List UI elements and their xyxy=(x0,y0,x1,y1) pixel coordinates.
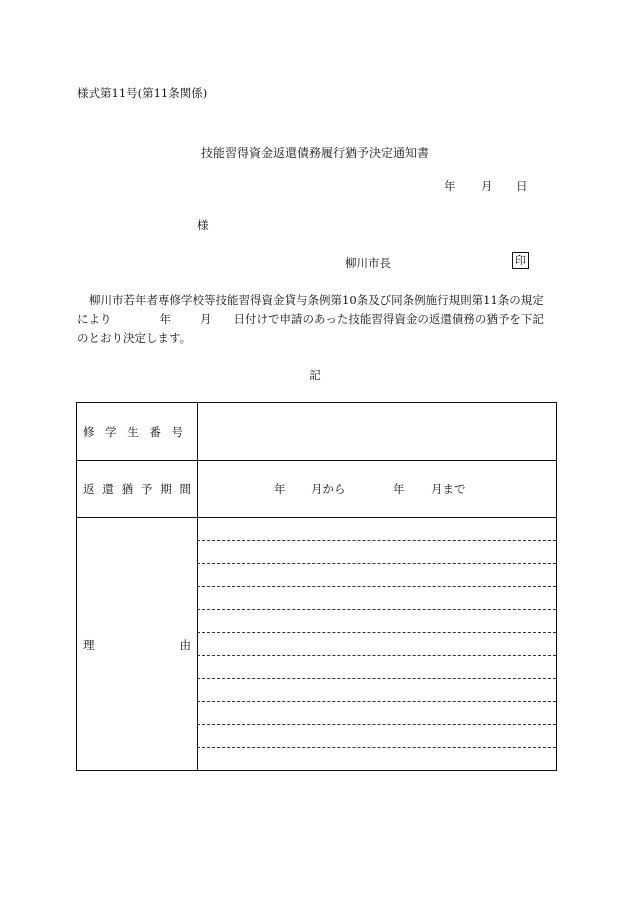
reason-label: 理 由 xyxy=(83,638,191,652)
date-year-label: 年 xyxy=(444,179,456,193)
reason-writing-line xyxy=(197,609,556,610)
body-line-2-month: 月 xyxy=(200,312,212,326)
student-number-label: 修 学 生 番 号 xyxy=(83,425,183,439)
reason-writing-line xyxy=(197,724,556,725)
reason-writing-line xyxy=(197,701,556,702)
reason-writing-line xyxy=(197,678,556,679)
body-line-2 xyxy=(77,310,557,329)
period-to-month: 月まで xyxy=(431,482,466,496)
addressee-honorific: 様 xyxy=(197,218,209,232)
body-line-3: のとおり決定します。 xyxy=(77,331,192,345)
body-line-2-prefix: により xyxy=(77,312,112,326)
reason-writing-line xyxy=(197,563,556,564)
notice-body xyxy=(77,291,557,348)
body-line-2-year: 年 xyxy=(159,312,171,326)
period-from-year: 年 xyxy=(274,482,286,496)
row-divider xyxy=(77,517,556,518)
period-to-year: 年 xyxy=(393,482,405,496)
decision-table xyxy=(76,402,557,771)
reason-writing-line xyxy=(197,632,556,633)
reason-writing-line xyxy=(197,586,556,587)
date-month-label: 月 xyxy=(481,179,493,193)
form-number: 様式第11号(第11条関係) xyxy=(77,86,208,100)
issuer-name: 柳川市長 xyxy=(345,256,391,270)
body-line-1: 柳川市若年者専修学校等技能習得資金貸与条例第10条及び同条例施行規則第11条の規定 xyxy=(89,293,544,307)
reason-writing-line xyxy=(197,655,556,656)
date-day-label: 日 xyxy=(516,179,528,193)
period-from-month: 月から xyxy=(311,482,346,496)
ki-heading: 記 xyxy=(309,368,321,382)
body-line-2-suffix: 日付けで申請のあった技能習得資金の返還債務の猶予を下記 xyxy=(233,312,544,326)
reason-writing-line xyxy=(197,540,556,541)
row-divider xyxy=(77,460,556,461)
period-label: 返 還 猶 予 期 間 xyxy=(83,482,191,496)
seal-stamp: 印 xyxy=(512,252,529,269)
document-title: 技能習得資金返還債務履行猶予決定通知書 xyxy=(200,146,429,160)
reason-writing-line xyxy=(197,747,556,748)
